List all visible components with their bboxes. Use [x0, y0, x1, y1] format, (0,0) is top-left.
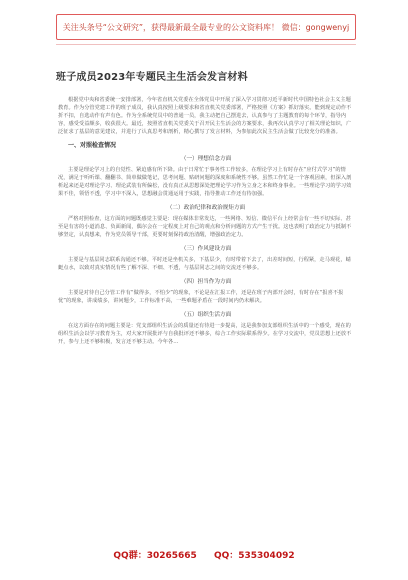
body-paragraph: 主要是与基层同志联系沟通还不够。平时还是坐机关多，下基层少，有时带着下去了，出差时间短，行程紧，走马观花，蜻蜓点水，以致对真实情况有些了解不深、不细、不透，与基层同志之间的交流还不够多。 — [58, 257, 351, 271]
body-paragraph: 主要是对待自己分管工作有“做得多，不怕少”的现象，不论是在汇报工作，还是在班子内部开会时，有时存在“报喜不报忧”的现象，讲成绩多，讲问题少，工作标准不高，一些难题矛盾在一段时间内仍未解决。 — [58, 290, 344, 304]
subsection-heading: （二）政治纪律和政治规矩方面 — [166, 205, 246, 211]
qq-group-number: QQ群：30265665 — [113, 551, 197, 561]
subsection-heading: （三）作风建设方面 — [180, 246, 232, 252]
body-paragraph: 严格对照检查，这方面的问题既感觉主要是：现在媒体非常发达，一些网络、短信、微信平台上经常会有一些不切实际、甚至是有害的小道消息、负面新闻，偶尔会在一定程度上对自己的观点和分析问题的方式产生干扰。这也表明了政治定力与抵制不够坚定，认真想来，作为党员领导干部，更要时刻保持政治清醒，增强政治定力。 — [58, 216, 352, 238]
document-title: 班子成员2023年专题民主生活会发言材料 — [56, 72, 248, 83]
section-heading: 一、对照检查情况 — [68, 142, 117, 149]
promo-banner-text: 关注头条号“公文研究”，获得最新最全最专业的公文资料库！ 微信：gongwenyj — [62, 22, 350, 32]
promo-banner[interactable] — [56, 14, 356, 40]
subsection-heading: （四）担当作为方面 — [180, 279, 232, 285]
banner-divider — [56, 44, 356, 45]
body-paragraph: 在这方面存在的问题主要是：党支部组织生活会的质量还有待进一步提高，这是我参加支部组织生活中的一个感受，现在的组织生活会以学习教育为主，对大家开展批评与自我批评还不够多，综合工作实际联系得少。在学习交流中，党员思想上还放不开，参与上还不够积极，发言还不够主动。今年各… — [58, 323, 352, 345]
contact-footer — [0, 548, 408, 561]
body-paragraph: 主要是理论学习上的自觉性、紧迫感有所下降。由于日常忙于事务性工作较多，在理论学习上有时存在“应付式学习”的情况，满足于听听课、翻翻书、简单做做笔记，思考问题、贴研问题的深度和系统性不够。虽然工作忙是一个客观因素，但深入剖析起来还是对理论学习、理论武装有所偏松，没有真正从思想深处把理论学习作为立身之本和终身事业。一些理论学习的学习效果不佳，领悟不透，学习中不深入，思想融会贯通运用于实践，指导推动工作还有待加强。 — [58, 167, 352, 197]
subsection-heading: （五）组织生活方面 — [180, 312, 232, 318]
body-paragraph: 根据党中央和省委统一安排部署，今年省直机关党委在全体党员中开展了深入学习贯彻习近平新时代中国特色社会主义主题教育。作为分管党建工作的班子成员，我认真按照上级要求和省直机关党委部署，严格按照《方案》抓好落实。能到现定动作不折不扣，自选动作有声有色。作为全系统党员中的普通一员，我主动把自己摆进去，认真参与了主题教育的每个环节，指导内容，感受受益颇多，收获很大。最近，按照省直机关党委关于召开民主生活会的方案要求，我再次认真学习了相关理论知识，广泛征求了基层的意见建议，并进行了认真思考和剖析，精心撰写了发言材料，为参加此次民主生活会做了比较充分的准备。 — [58, 97, 352, 135]
document-body — [58, 96, 354, 349]
qq-number: QQ：535304092 — [213, 551, 295, 561]
subsection-heading: （一）理想信念方面 — [180, 156, 232, 162]
